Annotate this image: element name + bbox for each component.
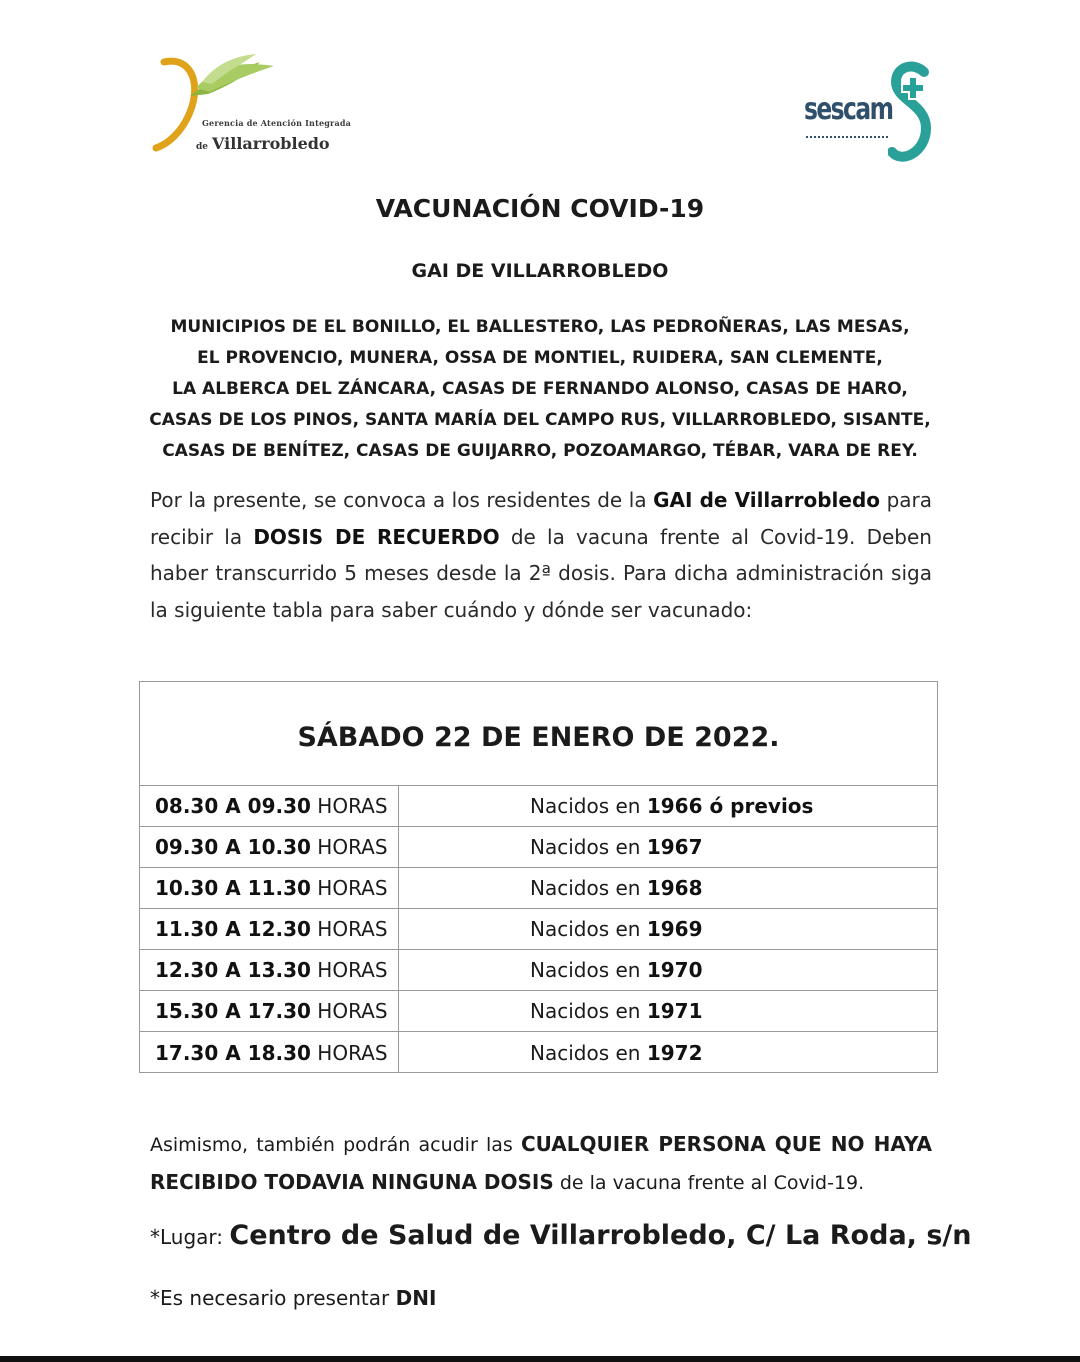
time-range: 17.30 A 18.30: [155, 1040, 311, 1065]
time-range: 09.30 A 10.30: [155, 835, 311, 859]
time-unit: HORAS: [310, 958, 388, 982]
time-cell: [140, 786, 399, 826]
intro-paragraph: [150, 482, 932, 628]
time-cell: [140, 991, 399, 1031]
time-cell: [140, 909, 399, 949]
table-row: [140, 909, 937, 950]
location-label: *Lugar:: [150, 1225, 230, 1249]
table-row: [140, 827, 937, 868]
table-row: [140, 950, 937, 991]
table-row: [140, 991, 937, 1032]
intro-text: para recibir la: [150, 488, 933, 549]
municipios-line: LA ALBERCA DEL ZÁNCARA, CASAS DE FERNANDO ALONSO, CASAS DE HARO,: [172, 379, 908, 399]
born-cell: [399, 909, 937, 949]
logo-line2-prefix: de: [196, 142, 209, 152]
time-unit: HORAS: [310, 876, 388, 900]
born-year: 1971: [646, 999, 703, 1023]
born-cell: [399, 827, 937, 867]
born-prefix: Nacidos en: [530, 999, 647, 1023]
page-title: VACUNACIÓN COVID-19: [375, 194, 705, 223]
logo-line2-text: Villarrobledo: [212, 134, 330, 153]
sescam-logo: [800, 60, 940, 170]
location-value: Centro de Salud de Villarrobledo, C/ La Roda, s/n: [229, 1220, 972, 1251]
additional-note: [150, 1126, 932, 1201]
born-prefix: Nacidos en: [530, 794, 647, 818]
intro-text: de la vacuna frente al Covid-19. Deben haber transcurrido 5 meses desde la 2ª dosis. Para dicha administración siga la siguiente tabla para saber cuándo y dónde ser vacunado:: [150, 524, 932, 622]
time-range: 08.30 A 09.30: [155, 794, 311, 818]
note-text: Asimismo, también podrán acudir las: [150, 1134, 521, 1156]
location-line: [150, 1220, 971, 1251]
born-cell: [399, 868, 937, 908]
time-cell: [140, 868, 399, 908]
table-row: [140, 786, 937, 827]
born-year: 1972: [646, 1040, 703, 1065]
born-year: 1969: [646, 917, 703, 941]
born-cell: [399, 1032, 937, 1073]
bottom-border: [0, 1356, 1080, 1362]
municipios-line: CASAS DE BENÍTEZ, CASAS DE GUIJARRO, POZOAMARGO, TÉBAR, VARA DE REY.: [162, 441, 918, 461]
born-year: 1970: [646, 958, 703, 982]
note-bold: CUALQUIER PERSONA QUE NO HAYA RECIBIDO TODAVIA NINGUNA DOSIS: [150, 1132, 932, 1194]
born-prefix: Nacidos en: [530, 876, 647, 900]
born-year: 1968: [646, 876, 703, 900]
time-unit: HORAS: [310, 999, 388, 1023]
schedule-date: SÁBADO 22 DE ENERO DE 2022.: [140, 682, 937, 786]
time-cell: [140, 950, 399, 990]
sescam-wordmark: sescam: [804, 92, 893, 127]
time-unit: HORAS: [310, 917, 388, 941]
time-unit: HORAS: [310, 1040, 388, 1065]
born-prefix: Nacidos en: [530, 958, 647, 982]
logo-line2: [196, 134, 330, 153]
born-cell: [399, 950, 937, 990]
time-range: 12.30 A 13.30: [155, 958, 311, 982]
time-unit: HORAS: [310, 794, 388, 818]
dni-label: *Es necesario presentar: [150, 1286, 396, 1310]
born-prefix: Nacidos en: [530, 835, 647, 859]
time-range: 11.30 A 12.30: [155, 917, 311, 941]
sescam-tagline-rule: [806, 136, 888, 142]
intro-bold: DOSIS DE RECUERDO: [253, 524, 500, 549]
municipios-line: CASAS DE LOS PINOS, SANTA MARÍA DEL CAMPO RUS, VILLARROBLEDO, SISANTE,: [149, 410, 931, 430]
dni-requirement: [150, 1286, 436, 1310]
schedule-table: [139, 681, 938, 1073]
gai-villarrobledo-logo: [150, 52, 390, 162]
born-prefix: Nacidos en: [530, 917, 647, 941]
born-cell: [399, 786, 937, 826]
born-year: 1967: [646, 835, 703, 859]
time-cell: [140, 827, 399, 867]
born-year: 1966 ó previos: [646, 794, 814, 818]
time-cell: [140, 1032, 399, 1073]
municipios-line: MUNICIPIOS DE EL BONILLO, EL BALLESTERO, LAS PEDROÑERAS, LAS MESAS,: [170, 317, 910, 337]
sescam-s-cross-icon: [888, 60, 934, 170]
table-row: [140, 1032, 937, 1073]
table-row: [140, 868, 937, 909]
time-unit: HORAS: [310, 835, 388, 859]
note-text: de la vacuna frente al Covid-19.: [553, 1171, 865, 1194]
intro-text: Por la presente, se convoca a los residentes de la: [150, 488, 654, 512]
time-range: 10.30 A 11.30: [155, 876, 311, 900]
municipios-list: [140, 312, 940, 467]
municipios-line: EL PROVENCIO, MUNERA, OSSA DE MONTIEL, RUIDERA, SAN CLEMENTE,: [197, 348, 883, 368]
page-subtitle: GAI DE VILLARROBLEDO: [411, 260, 669, 282]
born-cell: [399, 991, 937, 1031]
born-prefix: Nacidos en: [530, 1040, 647, 1065]
logo-line1: Gerencia de Atención Integrada: [202, 118, 352, 128]
dni-value: DNI: [395, 1286, 437, 1310]
intro-bold: GAI de Villarrobledo: [653, 488, 881, 512]
time-range: 15.30 A 17.30: [155, 999, 311, 1023]
